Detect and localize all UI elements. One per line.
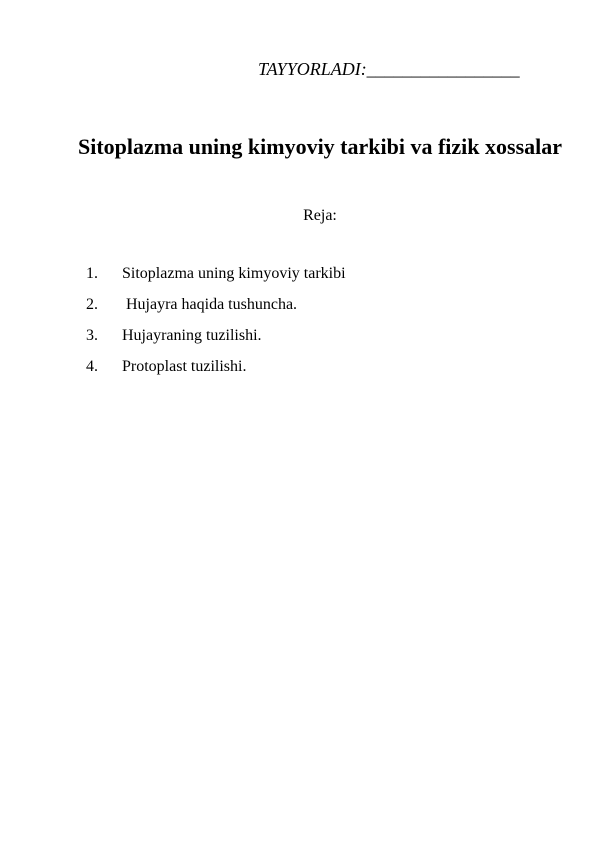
list-item-text: Hujayraning tuzilishi. [122, 327, 262, 344]
list-item-text: Hujayra haqida tushuncha. [122, 296, 298, 313]
list-item-text: Sitoplazma uning kimyoviy tarkibi [122, 265, 346, 282]
list-item-number: 4. [86, 358, 98, 375]
list-item [86, 326, 346, 357]
list-item-number: 2. [86, 296, 98, 313]
list-item-number: 1. [86, 265, 98, 282]
prepared-by-line: TAYYORLADI:_________________ [258, 59, 520, 79]
list-item-text: Protoplast tuzilishi. [122, 358, 247, 375]
document-title: Sitoplazma uning kimyoviy tarkibi va fizik xossalar [77, 134, 563, 159]
list-item [86, 357, 346, 388]
list-item [86, 264, 346, 295]
plan-list [86, 264, 346, 388]
list-item [86, 295, 346, 326]
plan-heading: Reja: [303, 207, 337, 224]
list-item-number: 3. [86, 327, 98, 344]
